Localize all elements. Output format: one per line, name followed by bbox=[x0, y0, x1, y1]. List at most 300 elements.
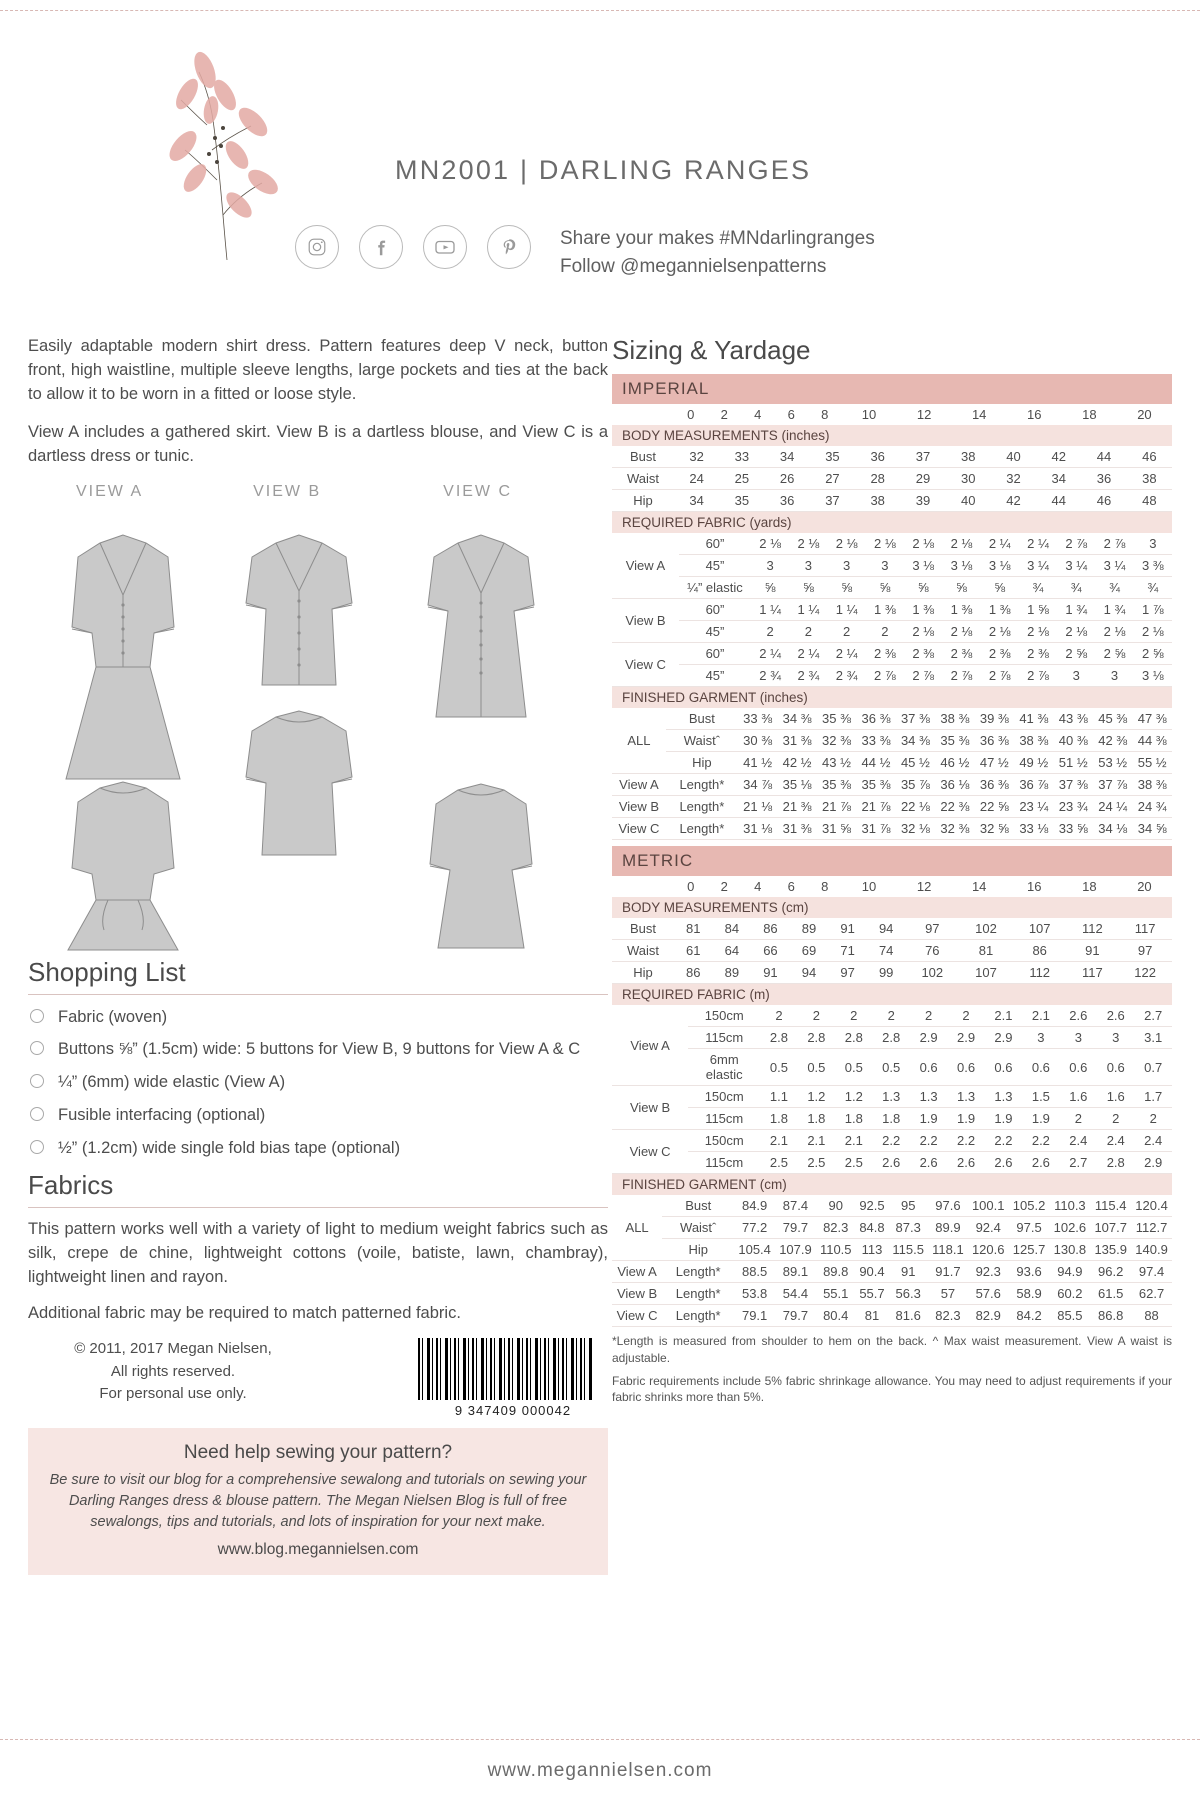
cell: 43 ⅜ bbox=[1054, 708, 1093, 730]
footnote-length: *Length is measured from shoulder to hem on the back. ^ Max waist measurement. View A waist is adjustable. bbox=[612, 1334, 1172, 1365]
cell: 3 bbox=[751, 555, 789, 577]
cell: 32 bbox=[991, 468, 1036, 490]
cell: 21 ⅛ bbox=[738, 796, 777, 818]
cell: 2 ⅞ bbox=[942, 665, 980, 687]
cell: 86 bbox=[751, 918, 790, 940]
cell: 3 bbox=[1022, 1027, 1059, 1049]
row-label: 45” bbox=[679, 621, 751, 643]
list-item[interactable] bbox=[28, 1136, 608, 1161]
size-header: 2 bbox=[720, 879, 728, 894]
cell: 2 ¼ bbox=[789, 643, 827, 665]
cell: 30 ⅜ bbox=[738, 730, 777, 752]
cell: 1 ⅜ bbox=[981, 599, 1019, 621]
table-row bbox=[612, 918, 1172, 940]
cell: 39 bbox=[900, 490, 945, 512]
cell: 2 ¼ bbox=[751, 643, 789, 665]
cell: 1.8 bbox=[835, 1108, 872, 1130]
row-label: 45” bbox=[679, 665, 751, 687]
row-label: 60” bbox=[679, 599, 751, 621]
size-header: 6 bbox=[787, 879, 795, 894]
cell: ⅝ bbox=[904, 577, 942, 599]
cell: 2.7 bbox=[1060, 1152, 1097, 1174]
cell: 2 bbox=[1060, 1108, 1097, 1130]
cell: 2.8 bbox=[760, 1027, 797, 1049]
cell: ⅝ bbox=[828, 577, 866, 599]
imperial-sizes-header-table bbox=[612, 404, 1172, 425]
cell: 38 bbox=[855, 490, 900, 512]
cell: 3 ⅛ bbox=[981, 555, 1019, 577]
checkbox-circle-icon[interactable] bbox=[30, 1041, 44, 1055]
cell: 49 ½ bbox=[1014, 752, 1053, 774]
group-label: View C bbox=[612, 1305, 662, 1327]
size-header: 4 bbox=[754, 407, 762, 422]
row-label: Length* bbox=[666, 774, 738, 796]
cell: 79.7 bbox=[775, 1217, 816, 1239]
row-label: Bust bbox=[612, 918, 674, 940]
row-label: Length* bbox=[666, 818, 738, 840]
cell: 34 ⅛ bbox=[1093, 818, 1132, 840]
cell: 34 bbox=[1036, 468, 1081, 490]
cell: 122 bbox=[1118, 962, 1172, 984]
cell: 82.3 bbox=[816, 1217, 856, 1239]
list-item[interactable] bbox=[28, 1037, 608, 1062]
cell: 115.5 bbox=[888, 1239, 928, 1261]
imperial-required-fabric-table bbox=[612, 533, 1172, 687]
left-column bbox=[28, 335, 608, 1575]
cell: 1 ⅝ bbox=[1019, 599, 1057, 621]
row-label: Hip bbox=[662, 1239, 734, 1261]
cell: 53 ½ bbox=[1093, 752, 1132, 774]
size-header: 20 bbox=[1137, 879, 1152, 894]
cell: 1.3 bbox=[872, 1086, 909, 1108]
cell: 2.5 bbox=[760, 1152, 797, 1174]
cell: 2 ⅞ bbox=[866, 665, 904, 687]
cell: 37 ⅜ bbox=[1054, 774, 1093, 796]
cell: 2.1 bbox=[760, 1130, 797, 1152]
instagram-icon[interactable] bbox=[295, 225, 339, 269]
row-label: Length* bbox=[662, 1305, 734, 1327]
cell: 112 bbox=[1067, 918, 1119, 940]
cell: 82.9 bbox=[968, 1305, 1009, 1327]
cell: 31 ⅞ bbox=[856, 818, 895, 840]
cell: 140.9 bbox=[1131, 1239, 1172, 1261]
table-row bbox=[612, 643, 1172, 665]
cell: 1 ¼ bbox=[751, 599, 789, 621]
table-row bbox=[612, 490, 1172, 512]
cell: 81.6 bbox=[888, 1305, 928, 1327]
cell: 3 bbox=[866, 555, 904, 577]
row-label: Hip bbox=[666, 752, 738, 774]
cell: 3 bbox=[1097, 1027, 1134, 1049]
cell: 54.4 bbox=[775, 1283, 816, 1305]
cell: 91 bbox=[828, 918, 867, 940]
cell: 39 ⅜ bbox=[975, 708, 1014, 730]
cell: 66 bbox=[751, 940, 790, 962]
cell: ⅝ bbox=[789, 577, 827, 599]
cell: 36 ⅜ bbox=[856, 708, 895, 730]
table-row bbox=[612, 1305, 1172, 1327]
cell: 69 bbox=[790, 940, 829, 962]
follow-line: Follow @megannielsenpatterns bbox=[560, 255, 827, 277]
row-label: Bust bbox=[666, 708, 738, 730]
cell: 3 bbox=[1057, 665, 1095, 687]
cell: 2 ⅛ bbox=[942, 621, 980, 643]
imperial-body-measurements-header: BODY MEASUREMENTS (inches) bbox=[612, 425, 1172, 446]
table-row bbox=[612, 1239, 1172, 1261]
cell: 55.7 bbox=[856, 1283, 889, 1305]
cell: 2 ⅛ bbox=[942, 533, 980, 555]
cell: 2.7 bbox=[1134, 1005, 1172, 1027]
cell: 107 bbox=[959, 962, 1013, 984]
cell: 44 bbox=[1036, 490, 1081, 512]
cell: 2.1 bbox=[835, 1130, 872, 1152]
cell: 2 bbox=[760, 1005, 797, 1027]
cell: 42 bbox=[991, 490, 1036, 512]
cell: 3 bbox=[828, 555, 866, 577]
checkbox-circle-icon[interactable] bbox=[30, 1107, 44, 1121]
cell: 33 ⅛ bbox=[1014, 818, 1053, 840]
cell: 2 ⅜ bbox=[942, 643, 980, 665]
cell: ⅝ bbox=[866, 577, 904, 599]
imperial-finished-garment-header: FINISHED GARMENT (inches) bbox=[612, 687, 1172, 708]
cell: 23 ¾ bbox=[1054, 796, 1093, 818]
fabrics-paragraph-2: Additional fabric may be required to match patterned fabric. bbox=[28, 1304, 461, 1323]
cell: 2 ¼ bbox=[828, 643, 866, 665]
row-label: Length* bbox=[662, 1283, 734, 1305]
table-row bbox=[612, 708, 1172, 730]
size-header: 8 bbox=[821, 407, 829, 422]
cell: 2 ⅝ bbox=[1057, 643, 1095, 665]
list-item[interactable] bbox=[28, 1103, 608, 1128]
cell: 0.5 bbox=[835, 1049, 872, 1086]
row-label: 115cm bbox=[688, 1027, 760, 1049]
checkbox-circle-icon[interactable] bbox=[30, 1009, 44, 1023]
group-label: View C bbox=[612, 643, 679, 687]
view-labels-row bbox=[28, 483, 608, 501]
cell: 92.3 bbox=[968, 1261, 1009, 1283]
cell: ⅝ bbox=[942, 577, 980, 599]
sizing-yardage-title: Sizing & Yardage bbox=[612, 335, 811, 365]
cell: 47 ½ bbox=[975, 752, 1014, 774]
pinterest-icon[interactable] bbox=[487, 225, 531, 269]
cell: 2 ⅞ bbox=[1095, 533, 1133, 555]
size-header: 0 bbox=[687, 407, 695, 422]
cell: 1.6 bbox=[1097, 1086, 1134, 1108]
cell: 2 bbox=[872, 1005, 909, 1027]
cell: 35 ⅜ bbox=[817, 708, 856, 730]
copyright-line-1: © 2011, 2017 Megan Nielsen, bbox=[74, 1340, 272, 1358]
cell: 107.9 bbox=[775, 1239, 816, 1261]
table-row bbox=[612, 621, 1172, 643]
cell: 135.9 bbox=[1090, 1239, 1131, 1261]
row-label: 6mm elastic bbox=[688, 1049, 760, 1086]
barcode-number: 9 347409 000042 bbox=[454, 1403, 572, 1419]
view-c-label: VIEW C bbox=[443, 482, 513, 500]
cell: 74 bbox=[867, 940, 906, 962]
cell: 2.6 bbox=[910, 1152, 947, 1174]
cell: 2 ⅜ bbox=[904, 643, 942, 665]
table-row bbox=[612, 1152, 1172, 1174]
list-item-label: Fabric (woven) bbox=[58, 1007, 168, 1026]
cell: 32 ⅝ bbox=[975, 818, 1014, 840]
row-label: 45” bbox=[679, 555, 751, 577]
cell: 81 bbox=[674, 918, 713, 940]
cell: 2 bbox=[828, 621, 866, 643]
imperial-band: IMPERIAL bbox=[612, 374, 1172, 404]
size-header: 8 bbox=[821, 879, 829, 894]
cell: 33 ⅝ bbox=[1054, 818, 1093, 840]
cell: 21 ⅞ bbox=[856, 796, 895, 818]
cell: 94.9 bbox=[1049, 1261, 1090, 1283]
cell: 35 ⅜ bbox=[935, 730, 974, 752]
cell: 41 ½ bbox=[738, 752, 777, 774]
cell: 1.9 bbox=[985, 1108, 1022, 1130]
help-title: Need help sewing your pattern? bbox=[183, 1442, 453, 1464]
cell: 96.2 bbox=[1090, 1261, 1131, 1283]
table-row bbox=[612, 577, 1172, 599]
cell: 0.5 bbox=[760, 1049, 797, 1086]
cell: 107.7 bbox=[1090, 1217, 1131, 1239]
cell: 2 ⅛ bbox=[1134, 621, 1172, 643]
cell: 40 bbox=[991, 446, 1036, 468]
row-label: ¼” elastic bbox=[679, 577, 751, 599]
cell: 1.5 bbox=[1022, 1086, 1059, 1108]
cell: 71 bbox=[828, 940, 867, 962]
cell: 25 bbox=[719, 468, 764, 490]
cell: 90.4 bbox=[856, 1261, 889, 1283]
cell: 1.8 bbox=[872, 1108, 909, 1130]
cell: 2.1 bbox=[798, 1130, 835, 1152]
cell: 44 ½ bbox=[856, 752, 895, 774]
cell: 1.6 bbox=[1060, 1086, 1097, 1108]
cell: 118.1 bbox=[928, 1239, 968, 1261]
metric-required-fabric-table bbox=[612, 1005, 1172, 1174]
footer-url[interactable]: www.megannielsen.com bbox=[487, 1760, 713, 1781]
cell: 35 bbox=[719, 490, 764, 512]
cell: 112.7 bbox=[1131, 1217, 1172, 1239]
size-header: 16 bbox=[1027, 407, 1042, 422]
cell: 2 ⅝ bbox=[1095, 643, 1133, 665]
metric-finished-garment-table bbox=[612, 1195, 1172, 1327]
cell: 2.8 bbox=[798, 1027, 835, 1049]
cell: 87.3 bbox=[888, 1217, 928, 1239]
row-label: 60” bbox=[679, 643, 751, 665]
size-header: 18 bbox=[1082, 407, 1097, 422]
table-row bbox=[612, 752, 1172, 774]
cell: 35 bbox=[810, 446, 855, 468]
cell: 120.6 bbox=[968, 1239, 1009, 1261]
shopping-list-title: Shopping List bbox=[28, 956, 186, 987]
cell: 82.3 bbox=[928, 1305, 968, 1327]
cell: 34 ⅜ bbox=[777, 708, 816, 730]
cell: 102.6 bbox=[1049, 1217, 1090, 1239]
cell: 33 bbox=[719, 446, 764, 468]
cell: 84.2 bbox=[1009, 1305, 1050, 1327]
cell: 36 bbox=[765, 490, 810, 512]
cell: 3.1 bbox=[1134, 1027, 1172, 1049]
cell: 100.1 bbox=[968, 1195, 1009, 1217]
cell: 1 ⅜ bbox=[866, 599, 904, 621]
cell: 105.4 bbox=[734, 1239, 775, 1261]
cell: 3 ⅛ bbox=[1134, 665, 1172, 687]
youtube-icon[interactable] bbox=[423, 225, 467, 269]
cell: 2.8 bbox=[1097, 1152, 1134, 1174]
size-header: 2 bbox=[720, 407, 728, 422]
cell: 3 bbox=[1134, 533, 1172, 555]
facebook-icon[interactable] bbox=[359, 225, 403, 269]
imperial-finished-garment-table bbox=[612, 708, 1172, 840]
checkbox-circle-icon[interactable] bbox=[30, 1140, 44, 1154]
metric-body-measurements-table bbox=[612, 918, 1172, 984]
cell: 1 ⅜ bbox=[904, 599, 942, 621]
cell: ¾ bbox=[1134, 577, 1172, 599]
group-label: View B bbox=[612, 1283, 662, 1305]
cell: 2 ¾ bbox=[751, 665, 789, 687]
cell: 44 bbox=[1081, 446, 1126, 468]
page-title-block bbox=[395, 155, 811, 186]
row-label: Waistˆ bbox=[662, 1217, 734, 1239]
cell: 76 bbox=[905, 940, 959, 962]
cell: 87.4 bbox=[775, 1195, 816, 1217]
cell: 56.3 bbox=[888, 1283, 928, 1305]
checkbox-circle-icon[interactable] bbox=[30, 1074, 44, 1088]
cell: 21 ⅞ bbox=[817, 796, 856, 818]
cell: 33 ⅜ bbox=[738, 708, 777, 730]
cell: 1 ⅜ bbox=[942, 599, 980, 621]
cell: 57.6 bbox=[968, 1283, 1009, 1305]
cell: 2 ⅛ bbox=[904, 533, 942, 555]
table-row bbox=[612, 1195, 1172, 1217]
cell: 2.6 bbox=[1097, 1005, 1134, 1027]
cell: 38 bbox=[946, 446, 991, 468]
social-handles bbox=[560, 225, 875, 280]
cell: 0.7 bbox=[1134, 1049, 1172, 1086]
cell: 112 bbox=[1013, 962, 1067, 984]
cell: 2.8 bbox=[872, 1027, 909, 1049]
cell: 97.4 bbox=[1131, 1261, 1172, 1283]
cell: 22 ⅝ bbox=[975, 796, 1014, 818]
view-b-label: VIEW B bbox=[253, 482, 322, 500]
cell: 2.4 bbox=[1060, 1130, 1097, 1152]
table-row bbox=[612, 1108, 1172, 1130]
cell: 32 ⅜ bbox=[935, 818, 974, 840]
fabrics-paragraph-1: This pattern works well with a variety of light to medium weight fabrics such as silk, crepe de chine, lightweight cottons (voile, batiste, lawn, chambray), lightweight linen and rayon. bbox=[28, 1220, 608, 1287]
cell: 2.6 bbox=[947, 1152, 984, 1174]
cell: 2 ⅜ bbox=[981, 643, 1019, 665]
cell: 89 bbox=[713, 962, 752, 984]
cell: 32 ⅜ bbox=[817, 730, 856, 752]
shopping-divider bbox=[28, 994, 608, 995]
cell: 88.5 bbox=[734, 1261, 775, 1283]
cell: 0.6 bbox=[947, 1049, 984, 1086]
cell: 107 bbox=[1013, 918, 1067, 940]
cell: 46 bbox=[1127, 446, 1172, 468]
cell: 2 ⅞ bbox=[1057, 533, 1095, 555]
cell: 3 ⅜ bbox=[1134, 555, 1172, 577]
metric-required-fabric-header: REQUIRED FABRIC (m) bbox=[612, 984, 1172, 1005]
view-a-front-illustration bbox=[48, 517, 198, 797]
table-row bbox=[612, 555, 1172, 577]
row-label: Waistˆ bbox=[666, 730, 738, 752]
cell: 1.7 bbox=[1134, 1086, 1172, 1108]
row-label: 115cm bbox=[688, 1152, 760, 1174]
table-row bbox=[612, 1130, 1172, 1152]
cell: 3 ¼ bbox=[1095, 555, 1133, 577]
cell: 2 ¾ bbox=[789, 665, 827, 687]
cell: 89.9 bbox=[928, 1217, 968, 1239]
copyright-line-2: All rights reserved. bbox=[110, 1362, 236, 1380]
cell: 38 ⅜ bbox=[935, 708, 974, 730]
size-header: 12 bbox=[916, 407, 932, 422]
cell: 53.8 bbox=[734, 1283, 775, 1305]
cell: 36 ⅛ bbox=[935, 774, 974, 796]
cell: 1.9 bbox=[910, 1108, 947, 1130]
cell: 3 ¼ bbox=[1057, 555, 1095, 577]
cell: 2.4 bbox=[1097, 1130, 1134, 1152]
group-label: View C bbox=[612, 818, 666, 840]
cell: 86 bbox=[1013, 940, 1067, 962]
cell: 34 bbox=[765, 446, 810, 468]
list-item[interactable] bbox=[28, 1070, 608, 1095]
cell: 2.2 bbox=[910, 1130, 947, 1152]
cell: 2 bbox=[789, 621, 827, 643]
list-item[interactable] bbox=[28, 1005, 608, 1030]
garment-illustrations bbox=[28, 507, 608, 957]
cell: 2 bbox=[798, 1005, 835, 1027]
cell: 2.9 bbox=[1134, 1152, 1172, 1174]
cell: 38 ⅜ bbox=[1132, 774, 1172, 796]
table-row bbox=[612, 818, 1172, 840]
size-header: 6 bbox=[787, 407, 795, 422]
cell: 2.6 bbox=[1060, 1005, 1097, 1027]
cell: 2 bbox=[1097, 1108, 1134, 1130]
cell: 92.5 bbox=[856, 1195, 889, 1217]
cell: 36 bbox=[855, 446, 900, 468]
copyright-line-3: For personal use only. bbox=[99, 1385, 247, 1403]
copyright-block bbox=[28, 1338, 318, 1406]
cell: 1.3 bbox=[985, 1086, 1022, 1108]
cell: 1.2 bbox=[798, 1086, 835, 1108]
list-item-label: ½” (1.2cm) wide single fold bias tape (optional) bbox=[58, 1138, 401, 1157]
cell: 24 ¼ bbox=[1093, 796, 1132, 818]
cell: 85.5 bbox=[1049, 1305, 1090, 1327]
cell: 86.8 bbox=[1090, 1305, 1131, 1327]
botanical-sprig-illustration bbox=[165, 50, 285, 265]
table-row bbox=[612, 940, 1172, 962]
cell: 1 ⅞ bbox=[1134, 599, 1172, 621]
row-label: 60” bbox=[679, 533, 751, 555]
table-row bbox=[612, 1049, 1172, 1086]
cell: 32 bbox=[674, 446, 719, 468]
table-row bbox=[612, 1027, 1172, 1049]
cell: 35 ⅞ bbox=[896, 774, 935, 796]
group-label: View A bbox=[612, 774, 666, 796]
cell: 102 bbox=[905, 962, 959, 984]
cell: 110.3 bbox=[1049, 1195, 1090, 1217]
page-title: MN2001 | DARLING RANGES bbox=[395, 155, 812, 185]
cell: 2 ⅛ bbox=[1057, 621, 1095, 643]
share-makes-line: Share your makes #MNdarlingranges bbox=[560, 228, 875, 249]
cell: 97 bbox=[905, 918, 959, 940]
table-row bbox=[612, 599, 1172, 621]
cell: 2 ⅛ bbox=[789, 533, 827, 555]
cell: 26 bbox=[765, 468, 810, 490]
cell: 2.5 bbox=[835, 1152, 872, 1174]
view-c-front-illustration bbox=[406, 517, 556, 732]
blog-url[interactable]: www.blog.megannielsen.com bbox=[217, 1541, 419, 1559]
cell: 105.2 bbox=[1009, 1195, 1050, 1217]
cell: ¾ bbox=[1095, 577, 1133, 599]
